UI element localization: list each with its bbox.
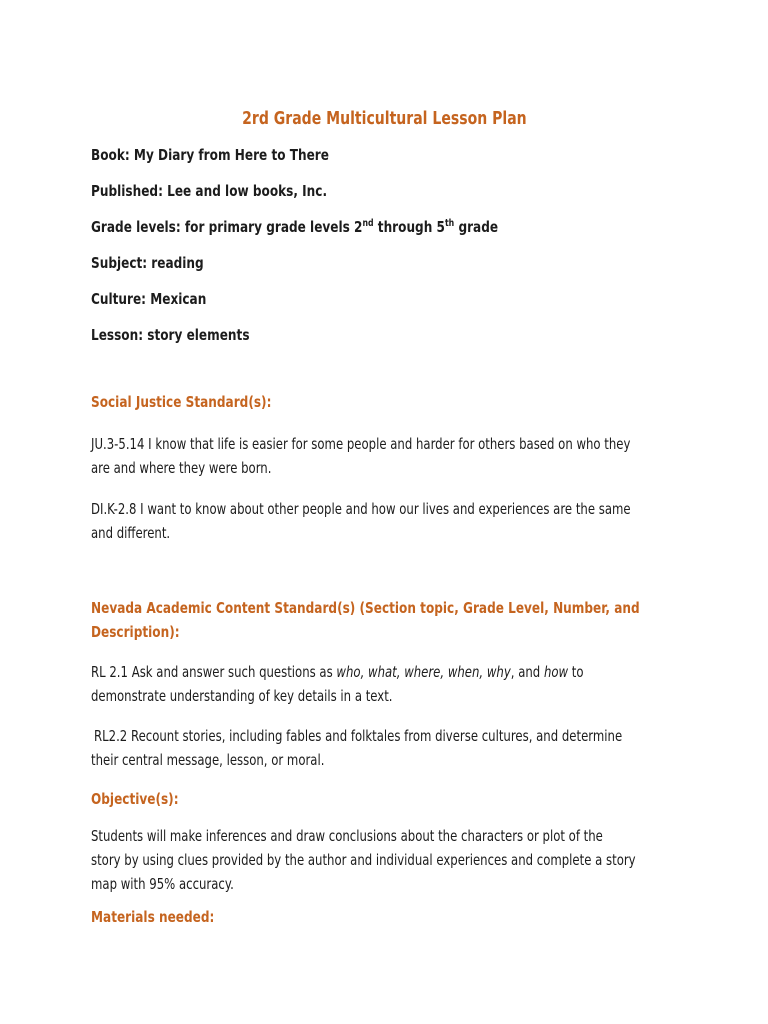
culture-line: Culture: Mexican bbox=[91, 290, 207, 308]
published-line: Published: Lee and low books, Inc. bbox=[91, 182, 328, 200]
lesson-line: Lesson: story elements bbox=[91, 326, 250, 344]
rl22-standard: RL2.2 Recount stories, including fables and folktales from diverse cultures, and determine their central message, lesson, or moral. bbox=[91, 727, 623, 769]
objectives-heading: Objective(s): bbox=[91, 790, 179, 808]
grade-levels-line: Grade levels: for primary grade levels 2nd through 5th grade bbox=[91, 217, 499, 236]
materials-heading: Materials needed: bbox=[91, 908, 215, 926]
book-line: Book: My Diary from Here to There bbox=[91, 146, 329, 164]
nevada-standards-heading: Nevada Academic Content Standard(s) (Section topic, Grade Level, Number, and Description): bbox=[91, 599, 640, 641]
ju-standard: JU.3-5.14 I know that life is easier for some people and harder for others based on who they are and where they were born. bbox=[91, 435, 631, 477]
page-title: 2rd Grade Multicultural Lesson Plan bbox=[241, 108, 527, 129]
rl21-standard: RL 2.1 Ask and answer such questions as who, what, where, when, why, and how to demonstrate understanding of key details in a text. bbox=[91, 663, 584, 705]
di-standard: DI.K-2.8 I want to know about other people and how our lives and experiences are the same and different. bbox=[91, 500, 631, 542]
social-justice-heading: Social Justice Standard(s): bbox=[91, 393, 272, 411]
objectives-text: Students will make inferences and draw conclusions about the characters or plot of the story by using clues provided by the author and individual experiences and complete a story map with 95% accuracy. bbox=[91, 827, 636, 893]
subject-line: Subject: reading bbox=[91, 254, 204, 272]
